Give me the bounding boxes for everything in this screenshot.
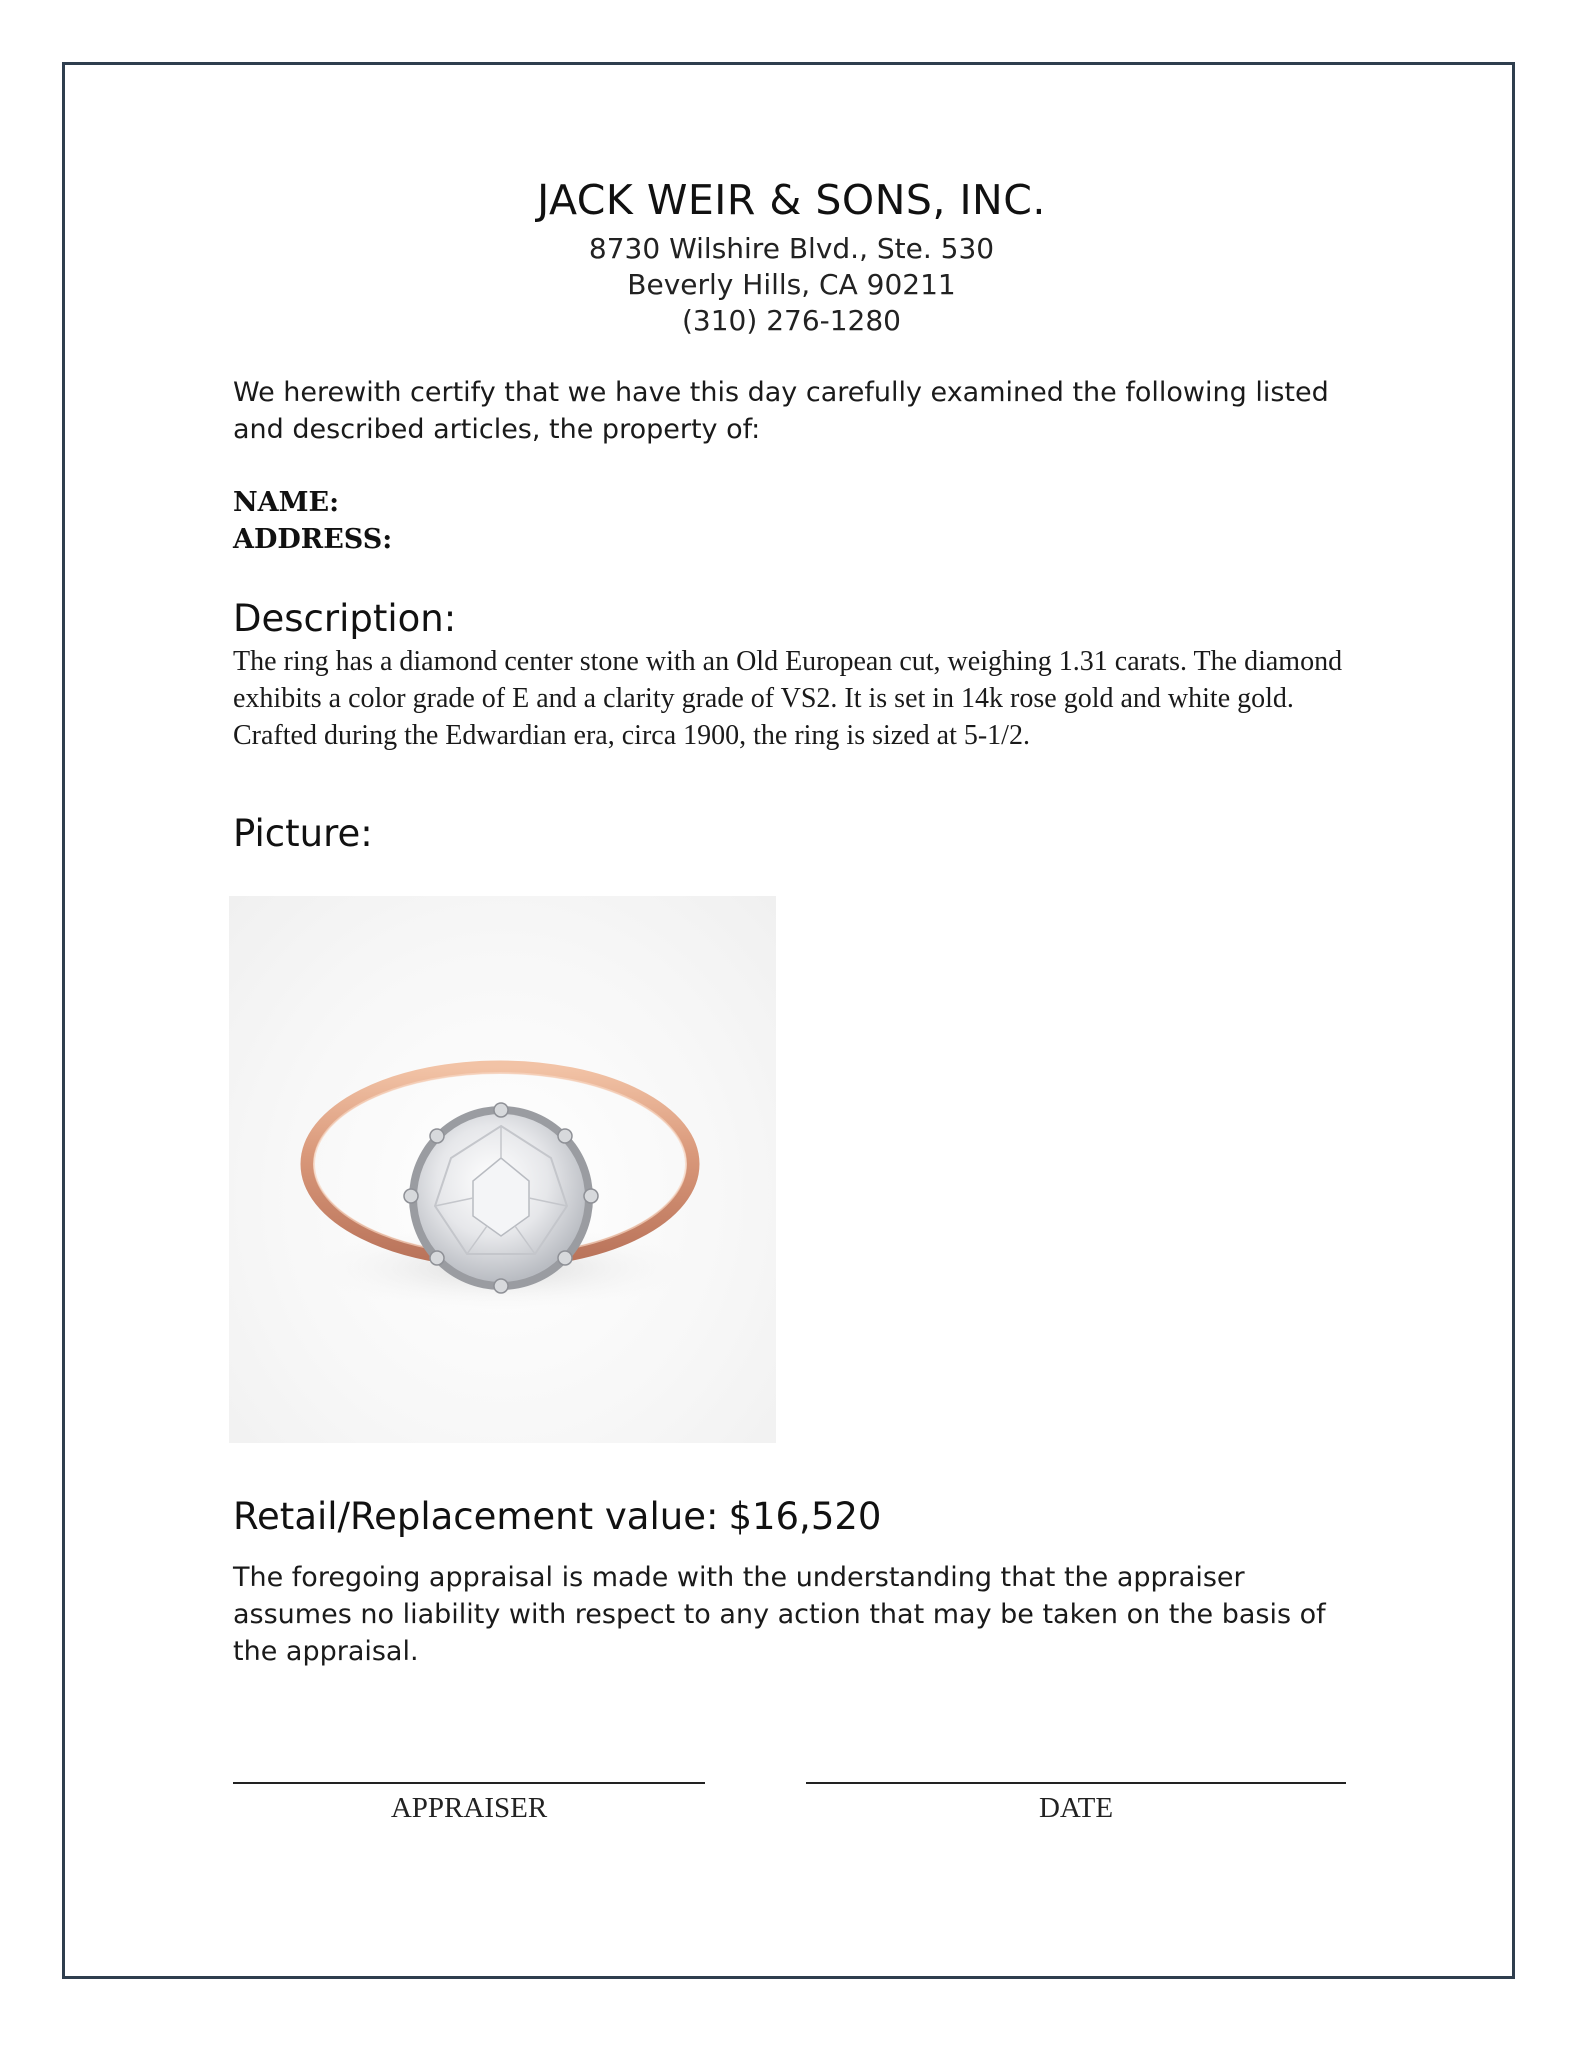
description-text: The ring has a diamond center stone with an Old European cut, weighing 1.31 carats. The diamond exhibits a color grade of E and a clarity grade of VS2. It is set in 14k rose gold and white gold. Crafted during the Edwardian era, circa 1900, the ring is sized at 5-1/2.: [233, 646, 1343, 751]
company-address-line1: 8730 Wilshire Blvd., Ste. 530: [588, 232, 995, 265]
valuation-line: [233, 1495, 881, 1538]
diamond-setting: [404, 1103, 598, 1293]
ring-illustration: [229, 896, 776, 1443]
valuation-label: Retail/Replacement value:: [233, 1495, 719, 1538]
owner-name-label: NAME:: [233, 487, 340, 518]
company-address-line2: Beverly Hills, CA 90211: [627, 268, 956, 301]
company-phone: (310) 276-1280: [682, 304, 901, 337]
date-label: DATE: [1038, 1792, 1114, 1824]
picture-heading: Picture:: [233, 812, 373, 855]
company-name: JACK WEIR & SONS, INC.: [537, 176, 1046, 224]
valuation-amount: $16,520: [728, 1495, 882, 1538]
certification-statement: We herewith certify that we have this day carefully examined the following listed and described articles, the property of:: [233, 377, 1329, 445]
disclaimer-text: The foregoing appraisal is made with the understanding that the appraiser assumes no liability with respect to any action that may be taken on the basis of the appraisal.: [233, 1562, 1326, 1667]
appraiser-signature-line: [233, 1782, 705, 1784]
ring-photo: [229, 896, 776, 1443]
appraiser-label: APPRAISER: [390, 1792, 548, 1824]
owner-address-label: ADDRESS:: [233, 524, 393, 555]
description-heading: Description:: [233, 597, 457, 640]
date-signature-line: [806, 1782, 1346, 1784]
